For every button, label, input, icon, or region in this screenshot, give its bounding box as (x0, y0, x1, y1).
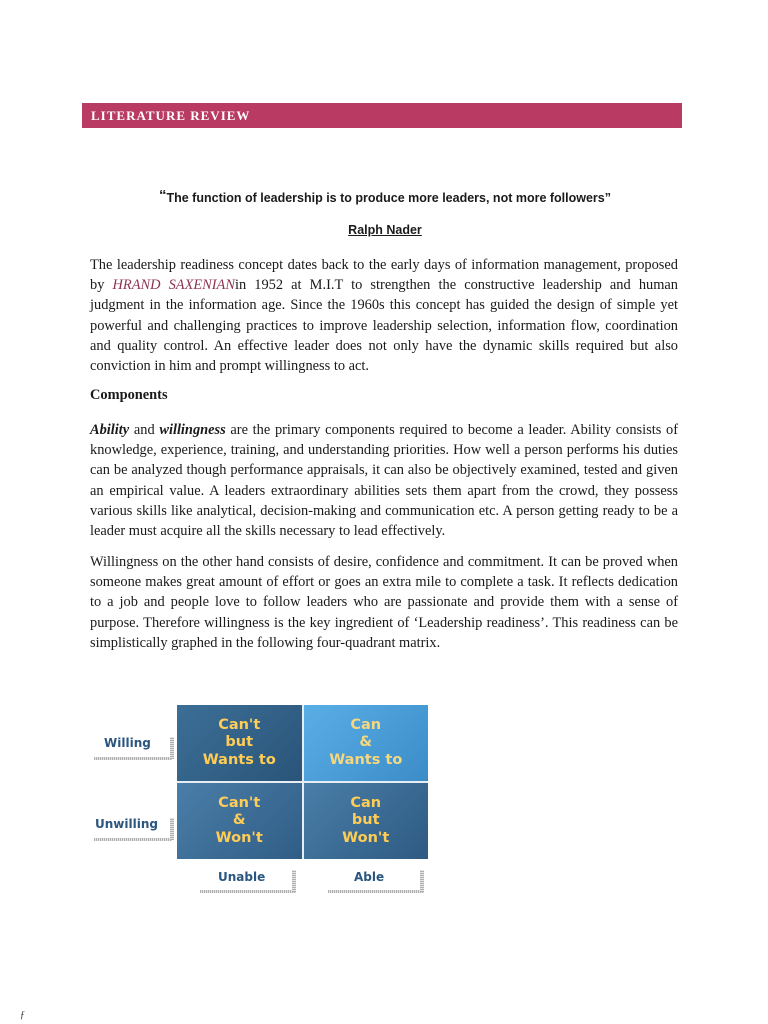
components-heading: Components (90, 387, 168, 403)
term-and: and (129, 422, 160, 438)
quote-text: The function of leadership is to produce more leaders, not more followers” (166, 191, 611, 205)
quadrant-cant-and-wont (177, 783, 302, 859)
row-bar-willing (170, 737, 174, 759)
quadrant-line: but (351, 812, 380, 829)
row-label-unwilling: Unwilling (95, 817, 158, 831)
quadrant-line: Can't (218, 716, 261, 733)
paragraph-components-text: are the primary components required to become a leader. Ability consists of knowledge, experience, training, and understanding priorities. How well a person performs his duties can be analyzed though performance appraisals, it can also be objectively examined, tested and given an empirical value. A leaders extraordinary abilities sets them apart from the crowd, they possess various skills like analytical, decision-making and communication etc. A person getting ready to be a leader must acquire all the skills necessary to lead effectively. (90, 422, 678, 540)
quadrant-line: but (225, 734, 254, 751)
col-rule-unable (200, 890, 296, 893)
quote-author-name: Ralph Nader (348, 223, 422, 237)
paragraph-intro-text-a: The leadership readiness concept dates back to the early days of information management, proposed by (90, 257, 678, 294)
row-rule-willing (94, 757, 172, 760)
quadrant-can-and-wants (304, 705, 429, 781)
paragraph-intro (90, 255, 678, 376)
row-label-willing: Willing (104, 736, 151, 750)
section-header-bar (82, 103, 682, 128)
quadrant-line: Can (350, 716, 382, 733)
quadrant-line: & (232, 812, 246, 829)
paragraph-intro-text-b: in 1952 at M.I.T to strengthen the constructive leadership and human judgment in the information age. Since the 1960s this concept has guided the design of simple yet powerful and challenging practices to improve leadership selection, information flow, coordination and quality control. An effective leader does not only have the dynamic skills required but also conviction in him and prompt willingness to act. (90, 277, 678, 375)
paragraph-components (90, 420, 678, 541)
quadrant-line: Won't (215, 829, 263, 846)
quadrant-line: Wants to (329, 751, 403, 768)
row-bar-unwilling (170, 818, 174, 840)
quadrant-line: Can't (218, 794, 261, 811)
col-label-able: Able (354, 870, 385, 884)
col-rule-able (328, 890, 424, 893)
person-name-saxenian: HRAND SAXENIAN (112, 277, 235, 294)
col-bar-unable (292, 870, 296, 892)
four-quadrant-matrix (177, 705, 428, 859)
quote-author (90, 223, 680, 237)
footer-mark: ƒ (20, 1010, 25, 1021)
quadrant-can-but-wont (304, 783, 429, 859)
quadrant-line: Won't (342, 829, 390, 846)
section-header-title: LITERATURE REVIEW (91, 108, 251, 123)
term-willingness: willingness (159, 422, 226, 438)
paragraph-willingness: Willingness on the other hand consists of desire, confidence and commitment. It can be proved when someone makes great amount of effort or goes an extra mile to complete a task. It reflects dedication to a job and people love to follow leaders who are passionate and provide them with a sense of purpose. Therefore willingness is the key ingredient of ‘Leadership readiness’. This readiness can be simplistically graphed in the following four-quadrant matrix. (90, 554, 678, 651)
quadrant-line: Can (350, 794, 382, 811)
quote-open-mark: “ (158, 187, 167, 204)
row-rule-unwilling (94, 838, 172, 841)
col-label-unable: Unable (218, 870, 266, 884)
term-ability: Ability (90, 422, 130, 438)
quadrant-cant-but-wants (177, 705, 302, 781)
epigraph-quote (90, 187, 680, 205)
quadrant-line: & (359, 734, 373, 751)
col-bar-able (420, 870, 424, 892)
quadrant-line: Wants to (202, 751, 276, 768)
